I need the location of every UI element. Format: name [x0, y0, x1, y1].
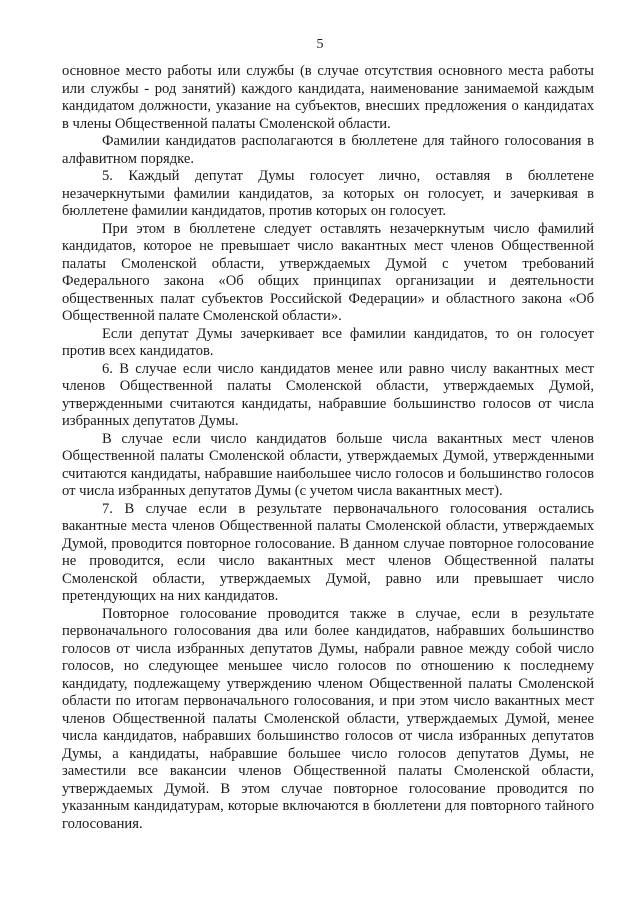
paragraph-9: Повторное голосование проводится также в случае, если в результате первоначального голосования два или более кандидатов, набравших большинство голосов от числа избранных депутатов Думы, набрали равное между собой число голосов, но следующее меньшее число голосов по отношению к последнему кандидату, подлежащему утверждению членом Общественной палаты Смоленской области по итогам первоначального голосования, и при этом число вакантных мест членов Общественной палаты Смоленской области, утверждаемых Думой, менее числа кандидатов, набравших большинство голосов от числа избранных депутатов Думы, а кандидаты, набравшие большее число голосов депутатов Думы, не заместили все вакансии членов Общественной палаты Смоленской области, утверждаемых Думой. В этом случае повторное голосование проводится по указанным кандидатурам, которые включаются в бюллетени для повторного тайного голосования.: [62, 605, 594, 832]
paragraph-6: 6. В случае если число кандидатов менее или равно числу вакантных мест членов Общественной палаты Смоленской области, утверждаемых Думой, утвержденными считаются кандидаты, набравшие большинство голосов от числа избранных депутатов Думы.: [62, 360, 594, 429]
page-number: 5: [316, 37, 324, 52]
paragraph-8: 7. В случае если в результате первоначального голосования остались вакантные места членов Общественной палаты Смоленской области, утверждаемых Думой, проводится повторное голосование. В данном случае повторное голосование не проводится, если число вакантных мест членов Общественной палаты Смоленской области, утверждаемых Думой, равно или превышает число претендующих на них кандидатов.: [62, 500, 594, 604]
paragraph-7: В случае если число кандидатов больше числа вакантных мест членов Общественной палаты Смоленской области, утверждаемых Думой, утвержденными считаются кандидаты, набравшие наибольшее число голосов и большинство голосов от числа избранных депутатов Думы (с учетом числа вакантных мест).: [62, 430, 594, 499]
paragraph-4: При этом в бюллетене следует оставлять незачеркнутым число фамилий кандидатов, которое не превышает число вакантных мест членов Общественной палаты Смоленской области, утверждаемых Думой с учетом требований Федерального закона «Об общих принципах организации и деятельности общественных палат субъектов Российской Федерации» и областного закона «Об Общественной палате Смоленской области».: [62, 220, 594, 324]
document-body: [62, 63, 594, 833]
paragraph-1: основное место работы или службы (в случае отсутствия основного места работы или службы - род занятий) каждого кандидата, наименование занимаемой каждым кандидатом должности, указание на субъектов, внесших предложения о кандидатах в члены Общественной палаты Смоленской области.: [62, 63, 594, 132]
paragraph-2: Фамилии кандидатов располагаются в бюллетене для тайного голосования в алфавитном порядке.: [62, 133, 594, 167]
paragraph-5: Если депутат Думы зачеркивает все фамилии кандидатов, то он голосует против всех кандидатов.: [62, 325, 594, 359]
paragraph-3: 5. Каждый депутат Думы голосует лично, оставляя в бюллетене незачеркнутыми фамилии кандидатов, за которых он голосует, и зачеркивая в бюллетене фамилии кандидатов, против которых он голосует.: [62, 168, 594, 219]
